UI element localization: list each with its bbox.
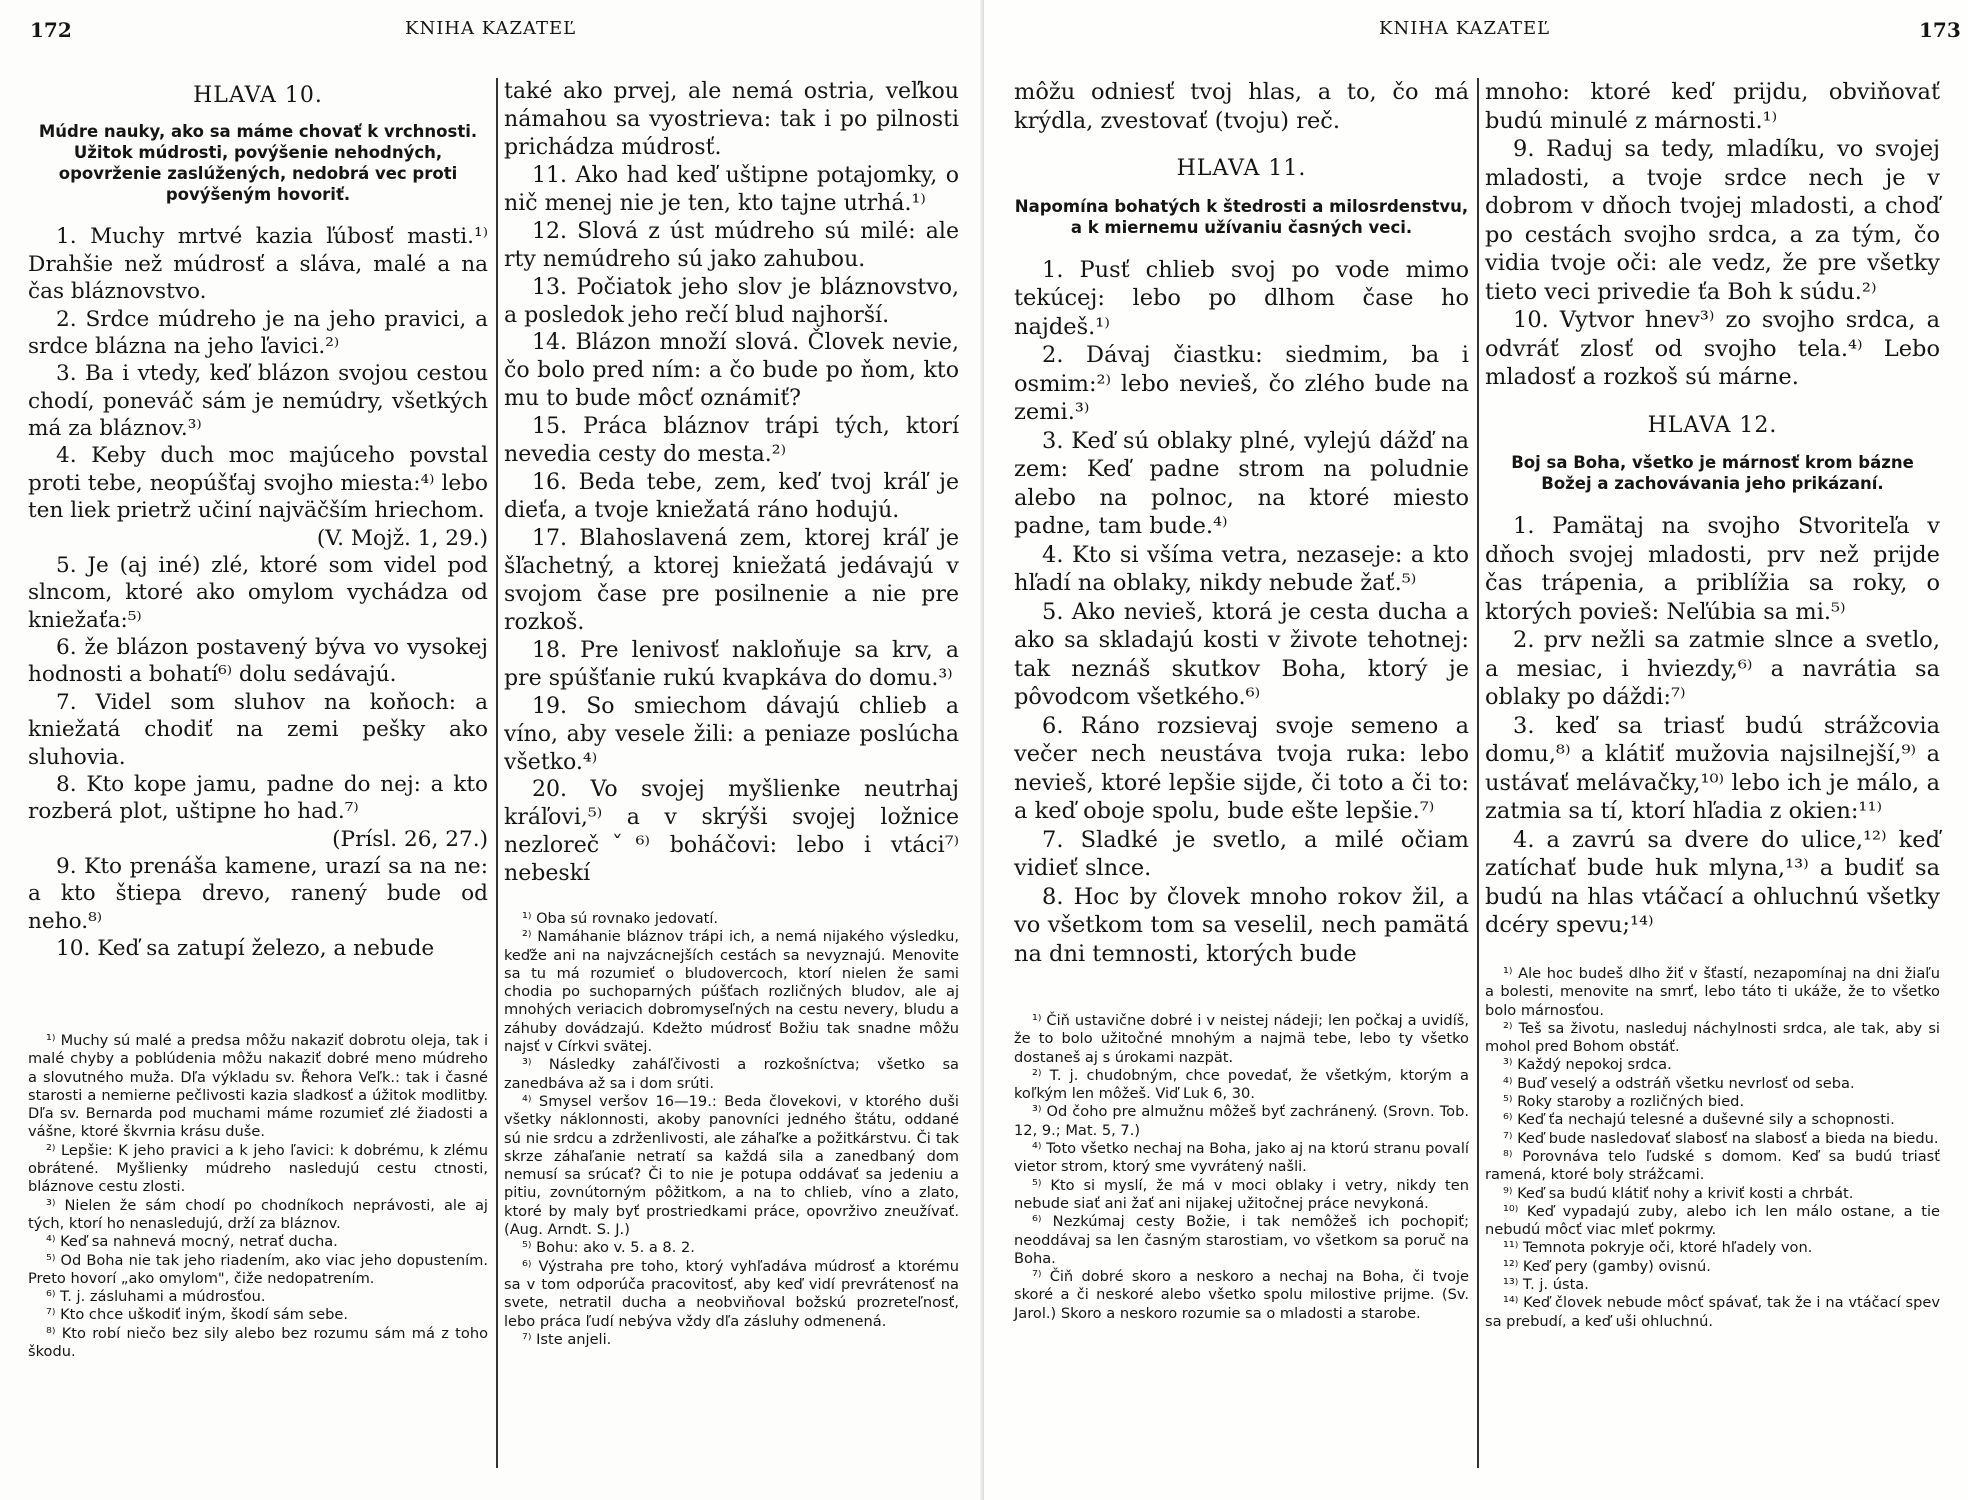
running-header-right: KNIHA KAZATEĽ	[1379, 18, 1551, 39]
footnote: ⁴⁾ Toto všetko nechaj na Boha, jako aj na ktorú stranu povalí vietor strom, ktorý sme vyvrátený našli.	[1014, 1140, 1469, 1176]
footnote: ¹⁾ Muchy sú malé a predsa môžu nakaziť dobrotu oleja, tak i malé chyby a poblúdenia môžu nakaziť dobré meno múdreho a slovutného muža. Dľa výkladu sv. Řehora Veľk.: tak i časné starosti a nemierne pečlivosti kazia sladkosť a úžitok modlitby. Dľa sv. Bernarda pod muchami máme rozumieť zlé žiadosti a vášne, ktoré škvrnia krásu duše.	[28, 1032, 488, 1141]
footnote: ²⁾ Lepšie: K jeho pravici a k jeho ľavici: k dobrému, k zlému obrátené. Myšlienky múdreho nasledujú cestu ctnosti, bláznove cestu zlosti.	[28, 1141, 488, 1196]
chapter-title-10: HLAVA 10.	[193, 83, 323, 108]
running-header-left: KNIHA KAZATEĽ	[405, 18, 577, 39]
footnote: ¹³⁾ T. j. ústa.	[1503, 1276, 1589, 1294]
verse: 4. Kto si všíma vetra, nezaseje: a kto hľadí na oblaky, nikdy nebude žať.⁵⁾	[1014, 541, 1469, 596]
footnote: ⁵⁾ Kto si myslí, že má v moci oblaky i vetry, nikdy ten nebude siať ani žať ani nijakej užitočnej práce nevykoná.	[1014, 1176, 1469, 1212]
verse: 2. prv nežli sa zatmie slnce a svetlo, a mesiac, i hviezdy,⁶⁾ a navrátia sa oblaky po dáždi:⁷⁾	[1485, 627, 1940, 710]
verse: 14. Blázon množí slová. Človek nevie, čo bolo pred ním: a čo bude po ňom, kto mu to bude môcť oznámiť?	[504, 330, 959, 412]
verse: 4. Keby duch moc majúceho povstal proti tebe, neopúšťaj svojho miesta:⁴⁾ lebo ten liek prietrž učiní najväčším hriechom.	[28, 443, 488, 524]
footnote: ⁷⁾ Kto chce uškodiť iným, škodí sám sebe.	[46, 1306, 348, 1324]
verse: 7. Videl som sluhov na koňoch: a kniežatá chodiť na zemi pešky ako sluhovia.	[28, 689, 488, 770]
footnote: ⁵⁾ Od Boha nie tak jeho riadením, ako viac jeho dopustením. Preto hovorí „ako omylom", čiže nedopatrením.	[28, 1251, 488, 1287]
verse: 20. Vo svojej myšlienke neutrhaj kráľovi,⁵⁾ a v skrýši svojej ložnice nezlorečˇ⁶⁾ boháčovi: lebo i vtáci⁷⁾ nebeskí	[504, 777, 959, 887]
footnote: ⁵⁾ Bohu: ako v. 5. a 8. 2.	[522, 1239, 695, 1257]
chapter-summary-12: Boj sa Boha, všetko je márnosť krom bázne Božej a zachovávania jeho prikázaní.	[1511, 453, 1914, 493]
verse: 10. Vytvor hnev³⁾ zo svojho srdca, a odvráť zlosť od svojho tela.⁴⁾ Lebo mladosť a rozkoš sú márne.	[1485, 307, 1940, 390]
footnote: ⁶⁾ Výstraha pre toho, ktorý vyhľadáva múdrosť a ktorému sa v tom odporúča pracovitosť, aby keď vidí prevrátenosť na svete, netratil ducha a neobviňoval božskú prozreteľnosť, lebo práca ľudí nebýva vždy dľa zásluhy odmenená.	[504, 1257, 959, 1330]
footnote: ¹⁴⁾ Keď človek nebude môcť spávať, tak že i na vtáčací spev sa prebudí, a keď uši ohluchnú.	[1485, 1294, 1940, 1330]
footnote: ²⁾ T. j. chudobným, chce povedať, že všetkým, ktorým a koľkým len môžeš. Viď Luk 6, 30.	[1014, 1066, 1469, 1103]
left-column-2	[504, 78, 959, 888]
footnote: ⁷⁾ Keď bude nasledovať slabosť na slabosť a bieda na biedu.	[1503, 1129, 1939, 1147]
footnote: ⁴⁾ Smysel veršov 16—19.: Beda človekovi, v ktorého duši všetky náklonnosti, akoby panovníci jedného štátu, oddané sú nie srdcu a zdrženlivosti, ale záhaľke a požitkárstvu. Či tak skrze záhaľanie netratí sa každá sila a zanedbaný dom nemusí sa srúcať? Či to nie je potupa oddávať sa jedeniu a pitiu, zovnútorným pôžitkom, a na to chlieb, víno a zlato, ktoré by maly byť prostriedkami práce, opovrživo zneužívať. (Aug. Arndt. S. J.)	[504, 1092, 959, 1239]
verse-continuation: také ako prvej, ale nemá ostria, veľkou námahou sa vyostrieva: tak i po pilnosti prichádza múdrosť.	[504, 79, 959, 160]
verse: 6. Ráno rozsievaj svoje semeno a večer nech neustáva tvoja ruka: lebo nevieš, ktoré lepšie sijde, či toto a či to: a keď oboje spolu, bude ešte lepšie.⁷⁾	[1014, 712, 1469, 824]
footnote: ⁸⁾ Porovnáva telo ľudské s domom. Keď sa budú triasť ramená, ktoré boly strážcami.	[1485, 1147, 1940, 1184]
footnote: ⁷⁾ Iste anjeli.	[522, 1330, 612, 1348]
verse: 7. Sladké je svetlo, a milé očiam vidieť slnce.	[1014, 826, 1469, 881]
chapter-title-12: HLAVA 12.	[1647, 412, 1778, 438]
footnote: ⁶⁾ Nezkúmaj cesty Božie, i tak nemôžeš ich pochopiť; neoddávaj sa len časným starostiam, vo všetkom sa poruč na Boha.	[1014, 1213, 1469, 1267]
verse: 10. Keď sa zatupí železo, a nebude	[56, 936, 435, 962]
footnotes-right-1	[1014, 1012, 1469, 1323]
footnote: ¹⁾ Oba sú rovnako jedovatí.	[522, 910, 719, 927]
scripture-reference: (V. Mojž. 1, 29.)	[316, 525, 488, 551]
scripture-reference: (Prísl. 26, 27.)	[332, 826, 488, 852]
footnote: ⁷⁾ Čiň dobré skoro a neskoro a nechaj na Boha, či tvoje skoré a či neskoré alebo všetko spolu milostive prijme. (Sv. Jarol.) Skoro a neskoro rozumie sa o mladosti a starobe.	[1014, 1268, 1469, 1322]
footnote: ¹⁾ Čiň ustavične dobré i v neistej nádeji; len počkaj a uvidíš, že to bolo užitočné mnohým a najmä tebe, lebo ty všetko dostaneš aj s úrokami nazpät.	[1014, 1012, 1469, 1066]
footnote: ⁵⁾ Roky staroby a rozličných bied.	[1503, 1093, 1745, 1111]
verse: 6. že blázon postavený býva vo vysokej hodnosti a bohatí⁶⁾ dolu sedávajú.	[28, 635, 488, 688]
footnotes-left-1	[28, 1032, 488, 1361]
chapter-summary-10: Múdre nauky, ako sa máme chovať k vrchnosti. Užitok múdrosti, povýšenie nehodných, opovrženie zaslúžených, nedobrá vec proti povýšeným hovoriť.	[38, 122, 478, 205]
verse: 16. Beda tebe, zem, keď tvoj kráľ je dieťa, a tvoje kniežatá ráno hodujú.	[504, 470, 959, 524]
footnote: ³⁾ Následky zaháľčivosti a rozkošníctva; všetko sa zanedbáva až sa i dom srúti.	[504, 1056, 959, 1092]
verse: 17. Blahoslavená zem, ktorej kráľ je šľachetný, a ktorej kniežatá jedávajú v svojom čase pre posilnenie a nie pre rozkoš.	[504, 526, 959, 635]
right-column-2	[1485, 78, 1940, 940]
verse: 2. Dávaj čiastku: siedmim, ba i osmim:²⁾ lebo nevieš, čo zlého bude na zemi.³⁾	[1014, 342, 1469, 425]
footnote: ⁹⁾ Keď sa budú klátiť nohy a kriviť kosti a chrbát.	[1503, 1184, 1854, 1202]
chapter-summary-11: Napomína bohatých k štedrosti a milosrdenstvu, a k miernemu užívaniu časných veci.	[1014, 196, 1469, 237]
footnotes-left-2	[504, 910, 959, 1349]
footnote: ⁶⁾ T. j. zásluhami a múdrosťou.	[46, 1288, 266, 1306]
footnote: ²⁾ Namáhanie bláznov trápi ich, a nemá nijakého výsledku, keďže ani na najvzácnejších cestách sa nevyznajú. Menovite sa tu má rozumieť o bludoverc​och, ktorí nielen že sami chodia po suchoparných púšťach rozličných bludov, ale aj mnohých veriacich dobromyseľných na cestu nevery, bludu a záhuby dovádzajú. Kdežto múdrosť Božiu tak snadne môžu najsť v Církvi svätej.	[504, 928, 959, 1056]
footnote: ³⁾ Od čoho pre almužnu môžeš byť zachránený. (Srovn. Tob. 12, 9.; Mat. 5, 7.)	[1014, 1103, 1469, 1139]
right-column-1	[1014, 78, 1469, 968]
verse: 13. Počiatok jeho slov je bláznovstvo, a posledok jeho rečí blud najhorší.	[504, 274, 959, 328]
footnote: ¹⁰⁾ Keď vypadajú zuby, alebo ich len málo ostane, a tie nebudú môcť viac mleť pokrmy.	[1485, 1202, 1940, 1239]
column-divider	[1477, 78, 1479, 1468]
verse: 19. So smiechom dávajú chlieb a víno, aby vesele žili: a peniaze poslúcha všetko.⁴⁾	[504, 693, 959, 775]
verse: 15. Práca bláznov trápi tých, ktorí nevedia cesty do mesta.²⁾	[504, 414, 959, 468]
verse: 5. Je (aj iné) zlé, ktoré som videl pod slncom, ktoré ako omylom vychádza od kniežaťa:⁵⁾	[28, 552, 488, 633]
verse: 11. Ako had keď uštipne potajomky, o nič menej nie je ten, kto tajne utrhá.¹⁾	[504, 162, 959, 216]
verse: 1. Muchy mrtvé kazia ľúbosť masti.¹⁾ Drahšie než múdrosť a sláva, malé a na čas bláznovstvo.	[28, 224, 488, 305]
footnote: ²⁾ Teš sa životu, nasleduj náchylnosti srdca, ale tak, aby si mohol pred Bohom obstáť.	[1485, 1019, 1940, 1056]
footnote: ³⁾ Každý nepokoj srdca.	[1503, 1056, 1672, 1074]
chapter-title-11: HLAVA 11.	[1176, 156, 1307, 181]
right-page	[984, 0, 1968, 1500]
footnotes-right-2	[1485, 965, 1940, 1331]
verse: 3. Ba i vtedy, keď blázon svojou cestou chodí, poneváč sám je nemúdry, všetkých má za bláznov.³⁾	[28, 361, 488, 441]
verse: 9. Raduj sa tedy, mladíku, vo svojej mladosti, a tvoje srdce nech je v dobrom v dňoch tvojej mladosti, a choď po cestách svojho srdca, a za tým, čo vidia tvoje oči: ale vedz, že pre všetky tieto veci privedie ťa Boh k súdu.²⁾	[1485, 136, 1940, 305]
page-number-right: 173	[1919, 18, 1961, 42]
verse-continuation: mnoho: ktoré keď prijdu, obviňovať budú minulé z márnosti.¹⁾	[1485, 79, 1940, 134]
verse: 1. Pamätaj na svojho Stvoriteľa v dňoch svojej mladosti, prv než prijde čas trápenia, a priblížia sa roky, o ktorých povieš: Neľúbia sa mi.⁵⁾	[1485, 513, 1940, 625]
verse: 3. Keď sú oblaky plné, vylejú dážď na zem: Keď padne strom na poludnie alebo na polnoc, na ktoré miesto padne, tam bude.⁴⁾	[1014, 427, 1469, 539]
footnote: ⁶⁾ Keď ťa nechajú telesné a duševné sily a schopnosti.	[1503, 1111, 1895, 1129]
verse-continuation: môžu odniesť tvoj hlas, a to, čo má krýdla, zvestovať (tvoju) reč.	[1014, 79, 1469, 134]
verse: 12. Slová z úst múdreho sú milé: ale rty nemúdreho sú jako zahubou.	[504, 218, 959, 272]
footnote: ¹⁾ Ale hoc budeš dlho žiť v šťastí, nezapomínaj na dni žiaľu a bolesti, menovite na smrť, lebo táto ti ukáže, že to všetko bolo márnosťou.	[1485, 965, 1940, 1019]
footnote: ³⁾ Nielen že sám chodí po chodníkoch neprávosti, ale aj tých, ktorí ho nenasledujú, drží za bláznov.	[28, 1196, 488, 1232]
verse: 18. Pre lenivosť nakloňuje sa krv, a pre spúšťanie rukú kvapkáva do domu.³⁾	[504, 637, 959, 691]
page-number-left: 172	[30, 18, 72, 42]
footnote: ⁸⁾ Kto robí niečo bez sily alebo bez rozumu sám má z toho škodu.	[28, 1324, 488, 1361]
verse: 4. a zavrú sa dvere do ulice,¹²⁾ keď zatíchať bude huk mlyna,¹³⁾ a budiť sa budú na hlas vtáčací a ohluchnú všetky dcéry spevu;¹⁴⁾	[1485, 826, 1940, 938]
left-column-1	[28, 78, 488, 963]
verse: 3. keď sa triasť budú strážcovia domu,⁸⁾ a klátiť mužovia najsilnejší,⁹⁾ a ustávať melávačky,¹⁰⁾ lebo ich je málo, a zatmia sa tí, ktorí hľadia z okien:¹¹⁾	[1485, 712, 1940, 824]
verse: 8. Kto kope jamu, padne do nej: a kto rozberá plot, uštipne ho had.⁷⁾	[28, 771, 488, 825]
verse: 9. Kto prenáša kamene, urazí sa na ne: a kto štiepa drevo, ranený bude od neho.⁸⁾	[28, 854, 488, 934]
footnote: ¹²⁾ Keď pery (gamby) ovisnú.	[1503, 1257, 1711, 1275]
footnote: ⁴⁾ Buď veselý a odstráň všetku nevrlosť od seba.	[1503, 1074, 1855, 1092]
verse: 1. Pusť chlieb svoj po vode mimo tekúcej: lebo po dlhom čase ho najdeš.¹⁾	[1014, 256, 1469, 340]
footnote: ⁴⁾ Keď sa nahnevá mocný, netrať ducha.	[46, 1233, 338, 1251]
verse: 5. Ako nevieš, ktorá je cesta ducha a ako sa skladajú kosti v živote tehotnej: tak neznáš skutkov Boha, ktorý je pôvodcom všetkého.⁶⁾	[1014, 598, 1469, 710]
verse: 8. Hoc by človek mnoho rokov žil, a vo všetkom tom sa veselil, nech pamätá na dni temnosti, ktorých bude	[1014, 883, 1469, 967]
footnote: ¹¹⁾ Temnota pokryje oči, ktoré hľadely von.	[1503, 1239, 1813, 1257]
verse: 2. Srdce múdreho je na jeho pravici, a srdce blázna na jeho ľavici.²⁾	[28, 306, 488, 359]
column-divider	[496, 78, 498, 1468]
